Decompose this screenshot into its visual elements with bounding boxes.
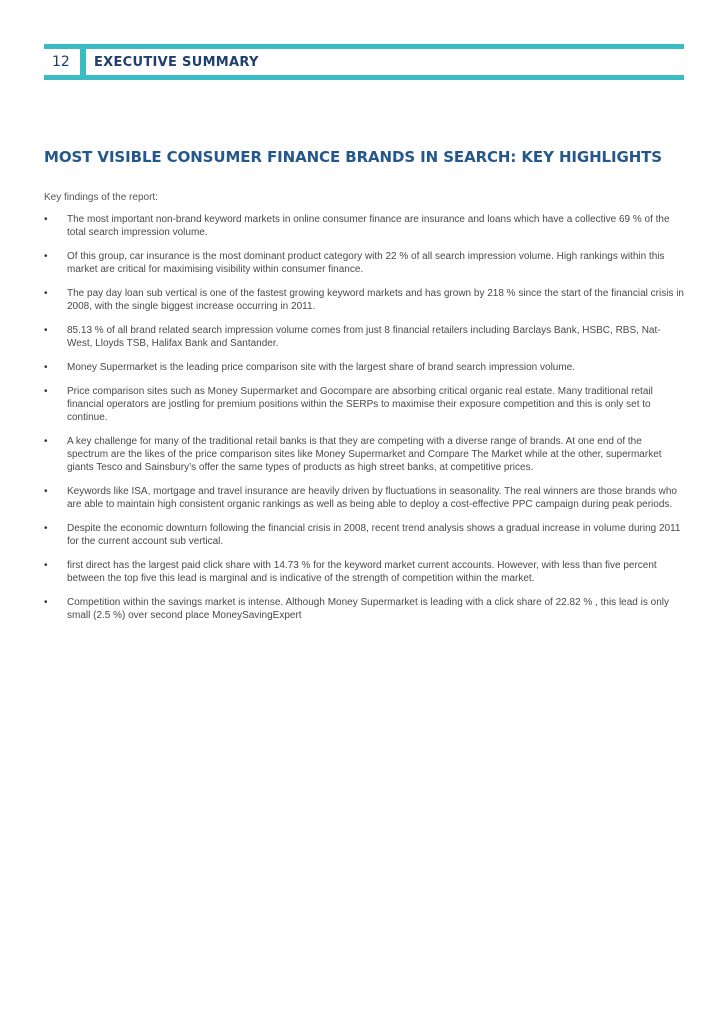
bullet-icon: •: [44, 214, 48, 225]
bullet-icon: •: [44, 486, 48, 497]
finding-text: Keywords like ISA, mortgage and travel insurance are heavily driven by fluctuations in seasonality. The real winners are those brands who are able to maintain high consistent organic rankings as well as being able to deploy a cost-effective PPC campaign during peak periods.: [67, 486, 677, 510]
list-item: [44, 559, 684, 585]
bullet-icon: •: [44, 386, 48, 397]
header-rule-top: [44, 44, 684, 49]
findings-list: [44, 213, 684, 633]
list-item: [44, 250, 684, 276]
finding-text: The most important non-brand keyword markets in online consumer finance are insurance and loans which have a collective 69 % of the total search impression volume.: [67, 214, 670, 238]
finding-text: Of this group, car insurance is the most dominant product category with 22 % of all search impression volume. High rankings within this market are critical for maximising visibility within consumer finance.: [67, 251, 665, 275]
finding-text: Competition within the savings market is intense. Although Money Supermarket is leading with a click share of 22.82 % , this lead is only small (2.5 %) over second place MoneySavingExpert: [67, 597, 669, 621]
list-item: [44, 485, 684, 511]
finding-text: Price comparison sites such as Money Supermarket and Gocompare are absorbing critical organic real estate. Many traditional retail financial operators are jostling for premium positions within the SERPs to maximise their exposure competition and this is only set to continue.: [67, 386, 653, 423]
finding-text: Despite the economic downturn following the financial crisis in 2008, recent trend analysis shows a gradual increase in volume during 2011 for the current account sub vertical.: [67, 523, 681, 547]
list-item: [44, 287, 684, 313]
section-title: EXECUTIVE SUMMARY: [94, 55, 259, 70]
list-item: [44, 435, 684, 474]
finding-text: 85.13 % of all brand related search impression volume comes from just 8 financial retailers including Barclays Bank, HSBC, RBS, Nat-West, Lloyds TSB, Halifax Bank and Santander.: [67, 325, 661, 349]
page-number: 12: [52, 54, 70, 70]
bullet-icon: •: [44, 362, 48, 373]
list-item: [44, 522, 684, 548]
finding-text: A key challenge for many of the traditional retail banks is that they are competing with a diverse range of brands. At one end of the spectrum are the likes of the price comparison sites like Money Supermarket and Compare The Market while at the other, supermarket giants Tesco and Sainsbury’s offer the same types of products as high street banks, at competitive prices.: [67, 436, 662, 473]
bullet-icon: •: [44, 436, 48, 447]
finding-text: Money Supermarket is the leading price comparison site with the largest share of brand search impression volume.: [67, 362, 576, 373]
bullet-icon: •: [44, 325, 48, 336]
list-item: [44, 324, 684, 350]
list-item: [44, 361, 684, 374]
list-item: [44, 596, 684, 622]
bullet-icon: •: [44, 251, 48, 262]
header-rule-bottom: [44, 75, 684, 80]
intro-text: Key findings of the report:: [44, 192, 158, 203]
list-item: [44, 385, 684, 424]
list-item: [44, 213, 684, 239]
finding-text: The pay day loan sub vertical is one of the fastest growing keyword markets and has grown by 218 % since the start of the financial crisis in 2008, with the single biggest increase occurring in 2011.: [67, 288, 684, 312]
bullet-icon: •: [44, 560, 48, 571]
page-heading: MOST VISIBLE CONSUMER FINANCE BRANDS IN SEARCH: KEY HIGHLIGHTS: [44, 148, 662, 166]
bullet-icon: •: [44, 597, 48, 608]
bullet-icon: •: [44, 523, 48, 534]
finding-text: first direct has the largest paid click share with 14.73 % for the keyword market current accounts. However, with less than five percent between the top five this lead is marginal and is indicative of the strength of competition within the market.: [67, 560, 657, 584]
bullet-icon: •: [44, 288, 48, 299]
header-divider: [80, 49, 86, 75]
